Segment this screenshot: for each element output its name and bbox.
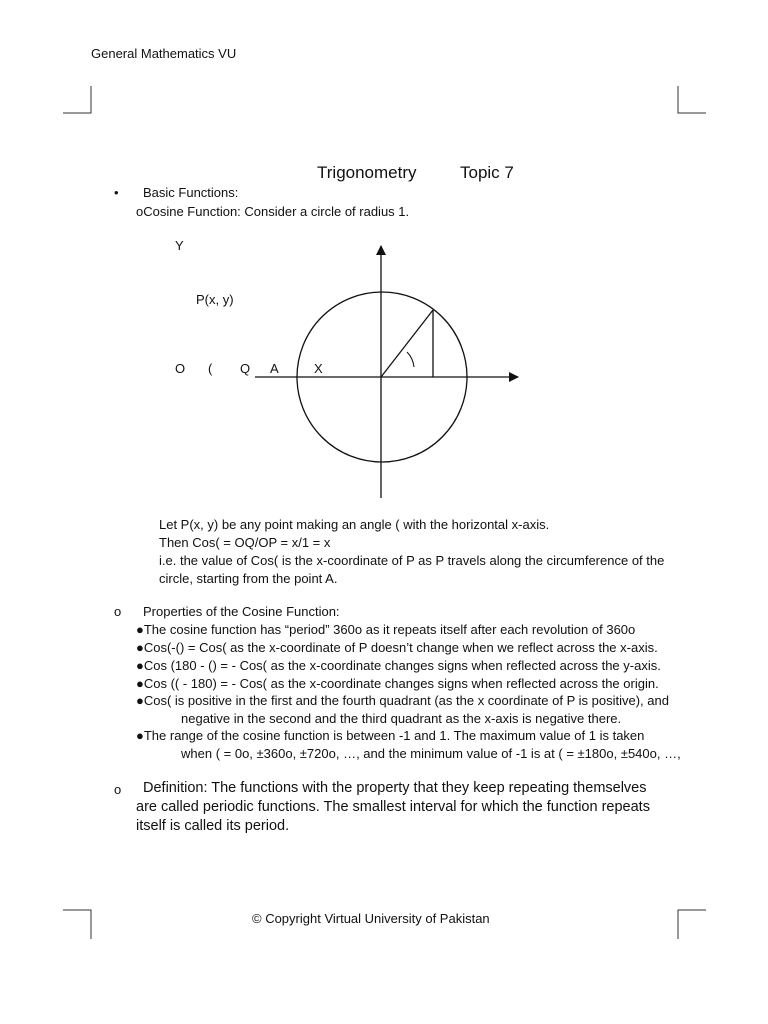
label-p: P(x, y) <box>196 292 234 307</box>
definition-line: itself is called its period. <box>136 818 290 834</box>
angle-arc <box>407 352 414 367</box>
label-y: Y <box>175 238 184 253</box>
radius-op <box>381 310 433 377</box>
explanation-line: circle, starting from the point A. <box>159 571 338 586</box>
explanation-line: i.e. the value of Cos( is the x-coordinate of P as P travels along the circumference of the <box>159 553 665 568</box>
page-header: General Mathematics VU <box>91 46 237 61</box>
definition-line: Definition: The functions with the property that they keep repeating themselves <box>143 780 647 796</box>
property-line: when ( = 0o, ±360o, ±720o, …, and the minimum value of -1 is at ( = ±180o, ±540o, …, <box>181 746 681 761</box>
property-line: negative in the second and the third quadrant as the x-axis is negative there. <box>181 711 622 726</box>
property-line: ●Cos( is positive in the first and the fourth quadrant (as the x coordinate of P is positive), and <box>136 693 669 708</box>
label-q: Q <box>240 361 251 376</box>
label-theta: ( <box>208 361 213 376</box>
property-line: ●Cos (180 - () = - Cos( as the x-coordinate changes signs when reflected across the y-axis. <box>136 658 661 673</box>
properties-marker: o <box>114 604 122 619</box>
topic-label: Topic 7 <box>460 163 514 182</box>
page-title: Trigonometry <box>317 163 417 182</box>
property-line: ●Cos (( - 180) = - Cos( as the x-coordinate changes signs when reflected across the origin. <box>136 676 659 691</box>
label-x: X <box>314 361 323 376</box>
basic-functions-heading: Basic Functions: <box>143 185 239 200</box>
definition-line: are called periodic functions. The smallest interval for which the function repeats <box>136 799 650 815</box>
property-line: ●The range of the cosine function is between -1 and 1. The maximum value of 1 is taken <box>136 728 645 743</box>
explanation-line: Then Cos( = OQ/OP = x/1 = x <box>159 535 331 550</box>
property-line: ●Cos(-() = Cos( as the x-coordinate of P doesn’t change when we reflect across the x-axis. <box>136 640 658 655</box>
label-o: O <box>175 361 186 376</box>
explanation-line: Let P(x, y) be any point making an angle ( with the horizontal x-axis. <box>159 517 550 532</box>
property-line: ●The cosine function has “period” 360o as it repeats itself after each revolution of 360o <box>136 622 636 637</box>
definition-marker: o <box>114 782 122 797</box>
bullet-marker: • <box>114 185 119 200</box>
properties-heading: Properties of the Cosine Function: <box>143 604 340 619</box>
label-a: A <box>270 361 279 376</box>
cosine-intro: oCosine Function: Consider a circle of radius 1. <box>136 204 410 219</box>
copyright-footer: © Copyright Virtual University of Pakistan <box>252 911 490 926</box>
